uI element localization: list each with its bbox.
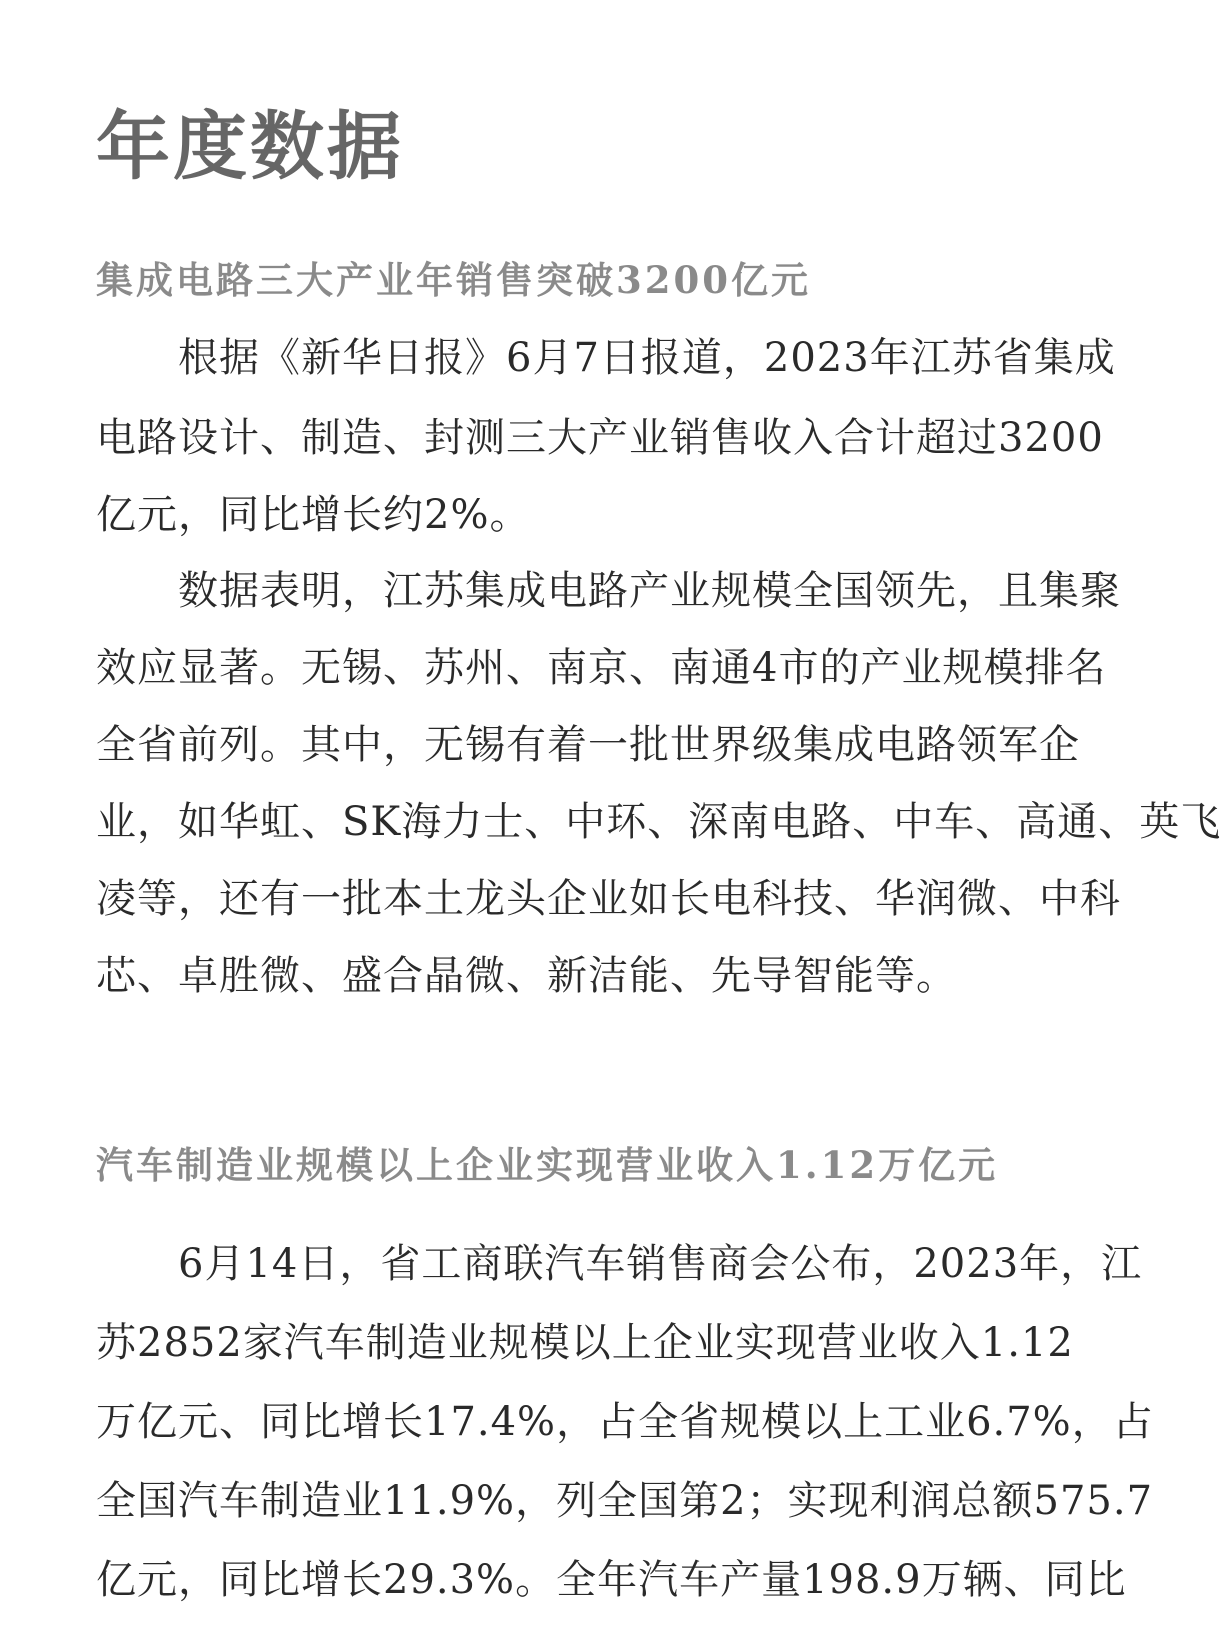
paragraph-line: 亿元，同比增长约2%。 <box>96 492 531 538</box>
paragraph-line: 凌等，还有一批本土龙头企业如长电科技、华润微、中科 <box>96 876 1121 922</box>
paragraph-line: 全省前列。其中，无锡有着一批世界级集成电路领军企 <box>96 722 1080 768</box>
section-heading-integrated-circuits: 集成电路三大产业年销售突破3200亿元 <box>96 258 811 302</box>
paragraph-line: 万亿元、同比增长17.4%，占全省规模以上工业6.7%，占 <box>96 1399 1154 1445</box>
paragraph-line: 业，如华虹、SK海力士、中环、深南电路、中车、高通、英飞 <box>96 799 1222 845</box>
paragraph-line: 6月14日，省工商联汽车销售商会公布，2023年，江 <box>178 1241 1143 1287</box>
paragraph-line: 全国汽车制造业11.9%，列全国第2；实现利润总额575.7 <box>96 1478 1154 1524</box>
paragraph-line: 电路设计、制造、封测三大产业销售收入合计超过3200 <box>96 415 1104 461</box>
paragraph-line: 效应显著。无锡、苏州、南京、南通4市的产业规模排名 <box>96 645 1107 691</box>
paragraph-line: 芯、卓胜微、盛合晶微、新洁能、先导智能等。 <box>96 953 957 999</box>
paragraph-line: 数据表明，江苏集成电路产业规模全国领先，且集聚 <box>178 568 1121 614</box>
section-heading-automotive: 汽车制造业规模以上企业实现营业收入1.12万亿元 <box>96 1143 999 1187</box>
page-title: 年度数据 <box>96 104 404 190</box>
paragraph-line: 根据《新华日报》6月7日报道，2023年江苏省集成 <box>178 335 1116 381</box>
paragraph-line: 苏2852家汽车制造业规模以上企业实现营业收入1.12 <box>96 1320 1074 1366</box>
paragraph-line: 亿元，同比增长29.3%。全年汽车产量198.9万辆、同比 <box>96 1557 1127 1603</box>
